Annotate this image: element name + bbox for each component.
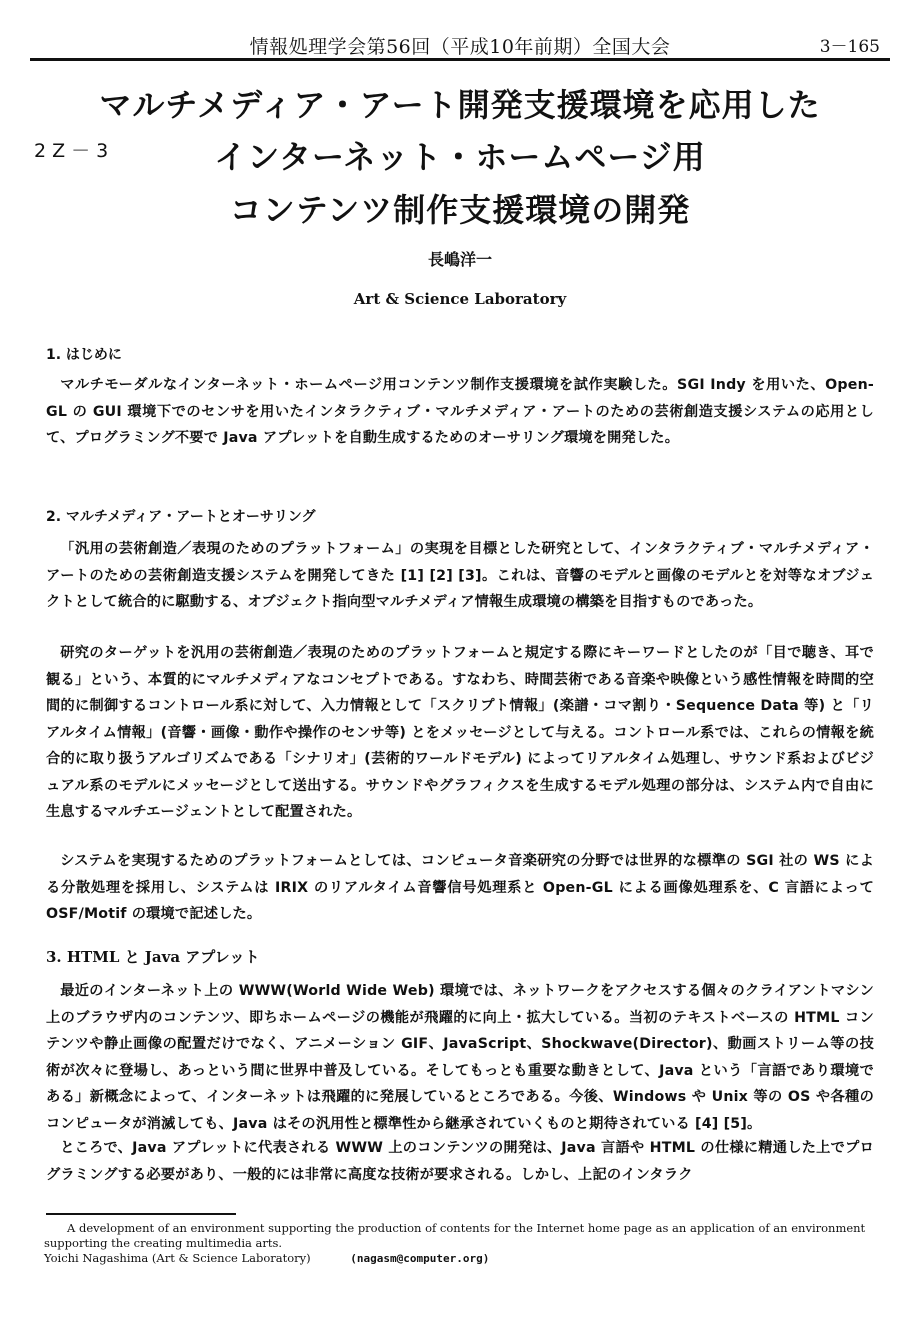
footnote-author: Yoichi Nagashima (Art & Science Laboratory) [44, 1251, 311, 1265]
section-heading-html-java: 3. HTML と Java アプレット [46, 948, 260, 966]
paper-title-line-2: インターネット・ホームページ用 [214, 138, 706, 176]
paragraph: システムを実現するためのプラットフォームとしては、コンピュータ音楽研究の分野では世界的な標準の SGI 社の WS による分散処理を採用し、システムは IRIX のリアルタイム音響信号処理系と Open-GL による画像処理系を、C 言語によって OSF/Motif の環境で記述した。 [46, 853, 874, 922]
paragraph: 最近のインターネット上の WWW(World Wide Web) 環境では、ネットワークをアクセスする個々のクライアントマシン上のブラウザ内のコンテンツ、即ちホームページの機能が飛躍的に向上・拡大している。当初のテキストベースの HTML コンテンツや静止画像の配置だけでなく、アニメーション GIF、JavaScript、Shockwave(Director)、動画ストリーム等の技術が次々に登場し、あっという間に世界中普及している。そしてもっとも重要な動きとして、Java という「言語であり環境である」新概念によって、インターネットは飛躍的に発展しているところである。今後、Windows や Unix 等の OS や各種のコンピュータが消滅しても、Java はその汎用性と標準性から継承されていくものと期待されている [4] [5]。 [46, 983, 874, 1132]
author-name: 長嶋洋一 [427, 250, 492, 269]
section-heading-multimedia-art: 2. マルチメディア・アートとオーサリング [46, 509, 316, 525]
footnote-author-line [44, 1251, 874, 1266]
running-header [30, 28, 890, 61]
paragraph: 研究のターゲットを汎用の芸術創造／表現のためのプラットフォームと規定する際にキーワードとしたのが「目で聴き、耳で観る」という、本質的にマルチメディアなコンセプトである。すなわち、時間芸術である音楽や映像という感性情報を時間的空間的に制御するコントロール系に対して、入力情報として「スクリプト情報」(楽譜・コマ割り・Sequence Data 等) と「リアルタイム情報」(音響・画像・動作や操作のセンサ等) とをメッセージとして与える。コントロール系では、これらの情報を統合的に取り扱うアルゴリズムである「シナリオ」(芸術的ワールドモデル) によってリアルタイム処理し、サウンド系およびビジュアル系のモデルにメッセージとして送出する。サウンドやグラフィクスを生成するモデル処理の部分は、システム内で自由に生息するマルチエージェントとして配置された。 [46, 645, 874, 820]
paragraph: 「汎用の芸術創造／表現のためのプラットフォーム」の実現を目標とした研究として、インタラクティブ・マルチメディア・アートのための芸術創造支援システムを開発してきた [1] [2] [3]。これは、音響のモデルと画像のモデルとを対等なオブジェクトとして統合的に駆動する、オブジェクト指向型マルチメディア情報生成環境の構築を目指すものであった。 [46, 541, 874, 610]
conference-title: 情報処理学会第56回（平成10年前期）全国大会 [249, 36, 671, 58]
page-number: 3－165 [819, 37, 880, 57]
paper-title-line-3: コンテンツ制作支援環境の開発 [229, 191, 691, 229]
paper-title-line-1: マルチメディア・アート開発支援環境を応用した [99, 86, 821, 124]
author-affiliation: Art & Science Laboratory [353, 290, 567, 308]
paper-id: 2Z－3 [34, 140, 115, 162]
paragraph: ところで、Java アプレットに代表される WWW 上のコンテンツの開発は、Java 言語や HTML の仕様に精通した上でプログラミングする必要があり、一般的には非常に高度な技術が要求される。しかし、上記のインタラク [46, 1140, 874, 1183]
footnote [44, 1221, 874, 1266]
paragraph: マルチモーダルなインターネット・ホームページ用コンテンツ制作支援環境を試作実験した。SGI Indy を用いた、Open-GL の GUI 環境下でのセンサを用いたインタラクティブ・マルチメディア・アートのための芸術創造支援システムの応用として、プログラミング不要で Java アプレットを自動生成するためのオーサリング環境を開発した。 [46, 377, 874, 446]
footnote-email: (nagasm@computer.org) [350, 1252, 490, 1265]
footnote-abstract: A development of an environment supporting the production of contents for the Internet home page as an application of an environment supporting the creating multimedia arts. [44, 1221, 866, 1250]
section-heading-introduction: 1. はじめに [46, 347, 122, 363]
footnote-divider [46, 1213, 236, 1215]
